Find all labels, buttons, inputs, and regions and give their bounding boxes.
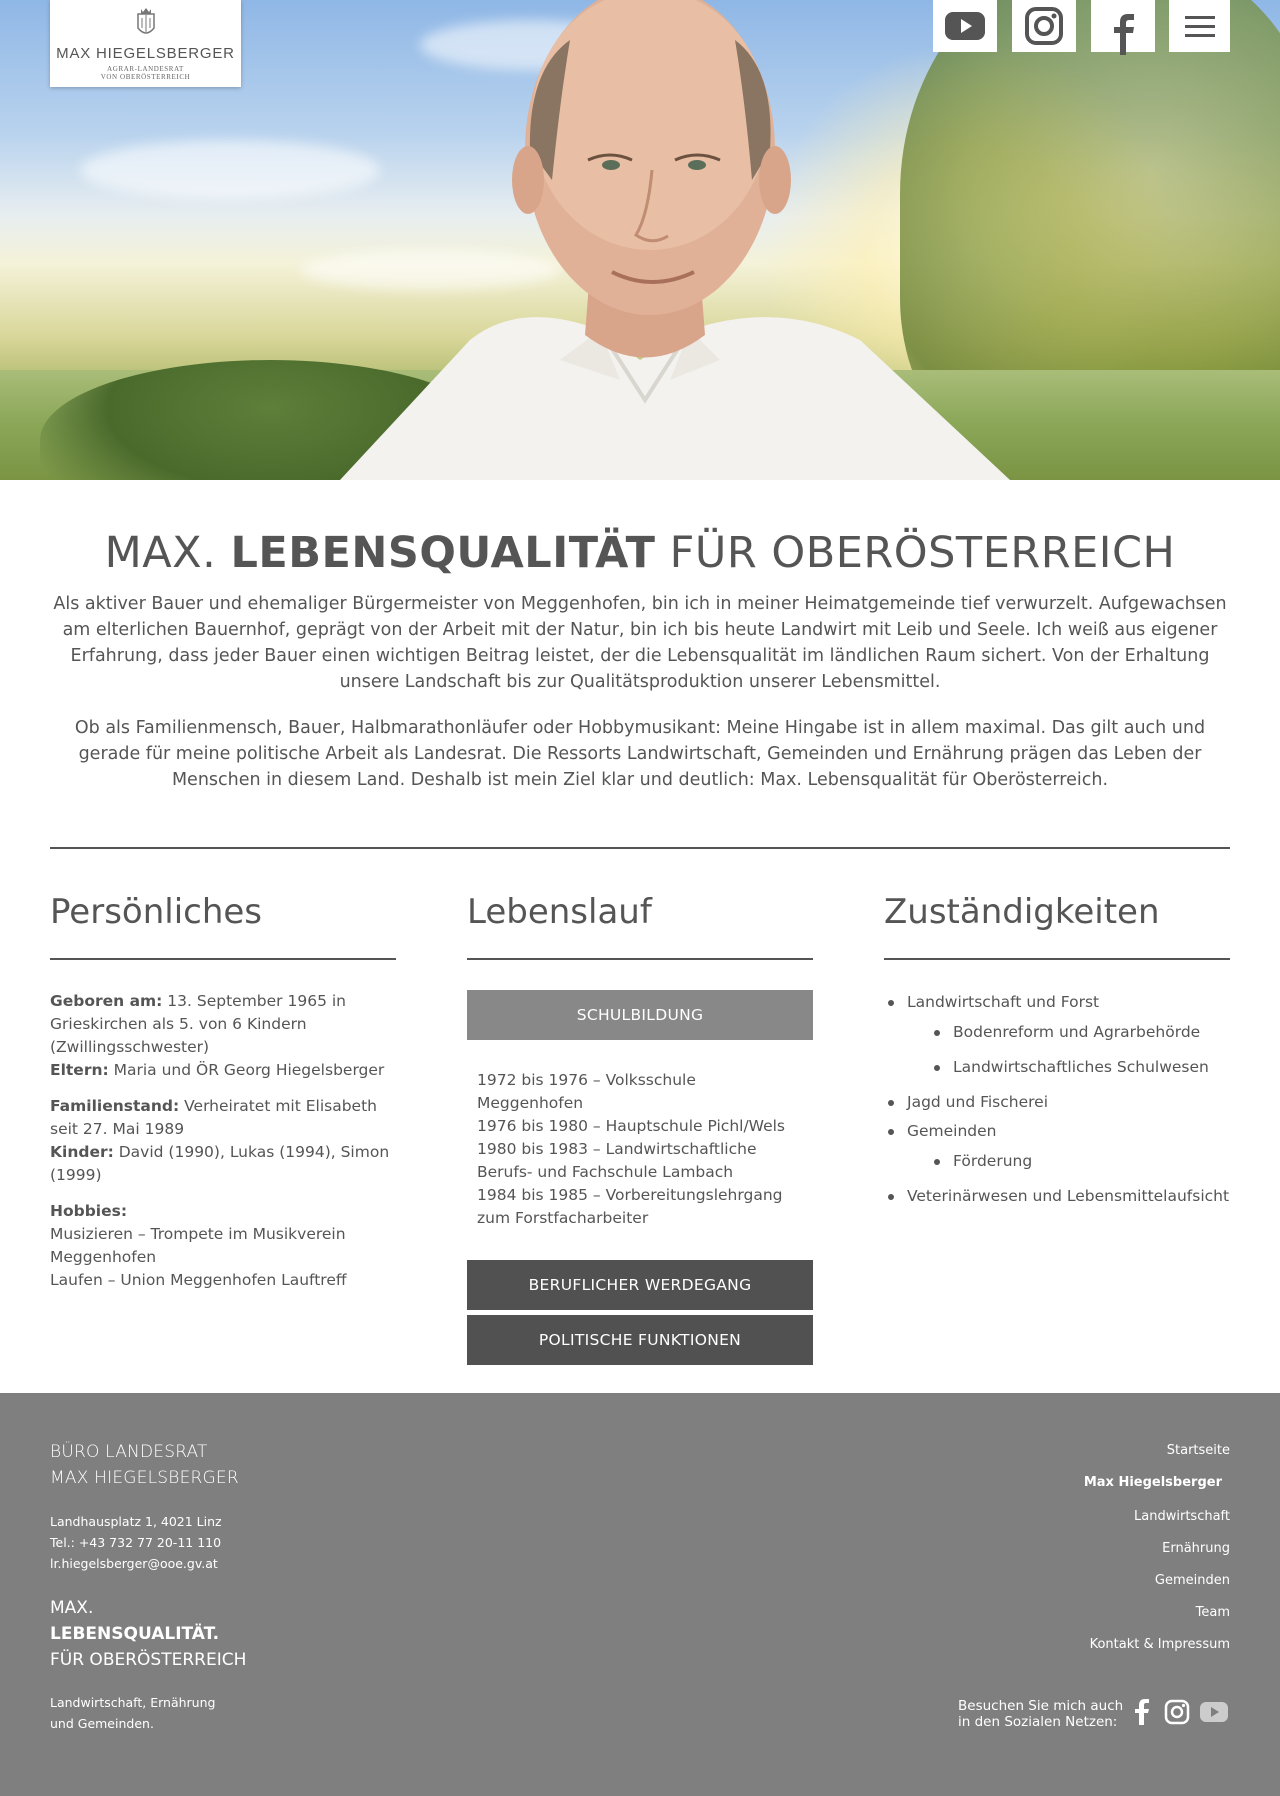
cv-item: 1972 bis 1976 – Volksschule Meggenhofen	[477, 1071, 696, 1112]
cv-item: 1980 bis 1983 – Landwirtschaftliche Berufs- und Fachschule Lambach	[477, 1140, 757, 1181]
accordion-schulbildung-content	[467, 1045, 813, 1260]
facebook-button[interactable]	[1091, 0, 1155, 52]
personal-section	[50, 880, 396, 1305]
youtube-icon	[944, 11, 986, 41]
list-item: Bodenreform und Agrarbehörde	[930, 1021, 1230, 1044]
responsibilities-list	[884, 991, 1230, 1208]
cv-item: 1976 bis 1980 – Hauptschule Pichl/Wels	[477, 1117, 786, 1135]
footer-nav-max-hiegelsberger[interactable]: Max Hiegelsberger	[1083, 1475, 1222, 1490]
personal-family: Familienstand: Verheiratet mit Elisabeth seit 27. Mai 1989 Kinder: David (1990), Lukas (1994), Simon (1999)	[50, 1097, 390, 1184]
section-divider	[50, 847, 1230, 849]
footer	[0, 1393, 1280, 1796]
youtube-button[interactable]	[933, 0, 997, 52]
menu-button[interactable]	[1169, 0, 1230, 52]
footer-nav	[1084, 1443, 1230, 1669]
list-item: Landwirtschaft und Forst Bodenreform und Agrarbehörde Landwirtschaftliches Schulwesen	[884, 991, 1230, 1079]
logo-subtitle: AGRAR-LANDESRAT VON OBERÖSTERREICH	[100, 65, 191, 81]
footer-street: Landhausplatz 1, 4021 Linz	[50, 1514, 222, 1529]
footer-nav-team[interactable]: Team	[1195, 1605, 1230, 1620]
personal-divider	[50, 958, 396, 960]
site-logo[interactable]	[50, 0, 241, 87]
footer-youtube-icon[interactable]	[1198, 1698, 1230, 1726]
responsibilities-section	[884, 880, 1230, 1214]
footer-nav-kontakt-impressum[interactable]: Kontakt & Impressum	[1089, 1637, 1230, 1652]
footer-email[interactable]: lr.hiegelsberger@ooe.gv.at	[50, 1556, 218, 1571]
footer-nav-ernaehrung[interactable]: Ernährung	[1162, 1541, 1230, 1556]
cv-divider	[467, 958, 813, 960]
coat-of-arms-icon	[135, 6, 157, 40]
instagram-icon	[1025, 7, 1063, 45]
footer-slogan: MAX. LEBENSQUALITÄT. FÜR OBERÖSTERREICH	[50, 1598, 247, 1670]
footer-facebook-icon[interactable]	[1128, 1698, 1156, 1726]
page-title: MAX. LEBENSQUALITÄT FÜR OBERÖSTERREICH	[104, 528, 1176, 578]
list-item: Veterinärwesen und Lebensmittelaufsicht	[884, 1185, 1230, 1208]
cv-title: Lebenslauf	[467, 892, 652, 932]
menu-icon	[1185, 16, 1215, 19]
footer-office: BÜRO LANDESRAT MAX HIEGELSBERGER	[50, 1442, 239, 1488]
list-item: Förderung	[930, 1150, 1230, 1173]
facebook-icon	[1108, 11, 1138, 55]
footer-address	[50, 1511, 222, 1574]
personal-hobbies: Hobbies: Musizieren – Trompete im Musikverein Meggenhofen Laufen – Union Meggenhofen Lauftreff	[50, 1202, 347, 1289]
footer-phone[interactable]: Tel.: +43 732 77 20-11 110	[50, 1535, 222, 1550]
footer-instagram-icon[interactable]	[1163, 1698, 1191, 1726]
accordion-politische-funktionen[interactable]: POLITISCHE FUNKTIONEN	[467, 1315, 813, 1365]
accordion-beruflicher-werdegang[interactable]: BERUFLICHER WERDEGANG	[467, 1260, 813, 1310]
instagram-button[interactable]	[1012, 0, 1076, 52]
intro-paragraph-1: Als aktiver Bauer und ehemaliger Bürgermeister von Meggenhofen, bin ich in meiner Heimatgemeinde tief verwurzelt. Aufgewachsen am elterlichen Bauernhof, geprägt von der Arbeit mit der Natur, bin ich bis heute Landwirt mit Leib und Seele. Ich weiß aus eigener Erfahrung, dass jeder Bauer einen wichtigen Beitrag leistet, der die Lebensqualität im ländlichen Raum sichert. Von der Erhaltung unsere Landschaft bis zur Qualitätsproduktion unserer Lebensmittel.	[53, 594, 1227, 692]
footer-nav-gemeinden[interactable]: Gemeinden	[1154, 1573, 1230, 1588]
responsibilities-title: Zuständigkeiten	[884, 892, 1160, 932]
footer-nav-startseite[interactable]: Startseite	[1166, 1443, 1230, 1458]
logo-name: MAX HIEGELSBERGER	[56, 45, 235, 62]
footer-nav-landwirtschaft[interactable]: Landwirtschaft	[1134, 1509, 1230, 1524]
list-item: Jagd und Fischerei	[884, 1091, 1230, 1114]
intro-paragraph-2: Ob als Familienmensch, Bauer, Halbmarathonläufer oder Hobbymusikant: Meine Hingabe ist in allem maximal. Das gilt auch und gerade für meine politische Arbeit als Landesrat. Die Ressorts Landwirtschaft, Gemeinden und Ernährung prägen das Leben der Menschen in diesem Land. Deshalb ist mein Ziel klar und deutlich: Max. Lebensqualität für Oberösterreich.	[74, 718, 1206, 790]
cv-section	[467, 880, 813, 1370]
list-item: Gemeinden Förderung	[884, 1120, 1230, 1173]
personal-born: Geboren am: 13. September 1965 in Grieskirchen als 5. von 6 Kindern (Zwillingsschwester) Eltern: Maria und ÖR Georg Hiegelsberger	[50, 992, 385, 1079]
footer-description: Landwirtschaft, Ernährung und Gemeinden.	[50, 1695, 216, 1731]
cv-item: 1984 bis 1985 – Vorbereitungslehrgang zum Forstfacharbeiter	[477, 1186, 783, 1227]
accordion-schulbildung[interactable]: SCHULBILDUNG	[467, 990, 813, 1040]
footer-social-label: Besuchen Sie mich auch in den Sozialen Netzen:	[958, 1698, 1124, 1730]
personal-title: Persönliches	[50, 892, 263, 932]
list-item: Landwirtschaftliches Schulwesen	[930, 1056, 1230, 1079]
responsibilities-divider	[884, 958, 1230, 960]
